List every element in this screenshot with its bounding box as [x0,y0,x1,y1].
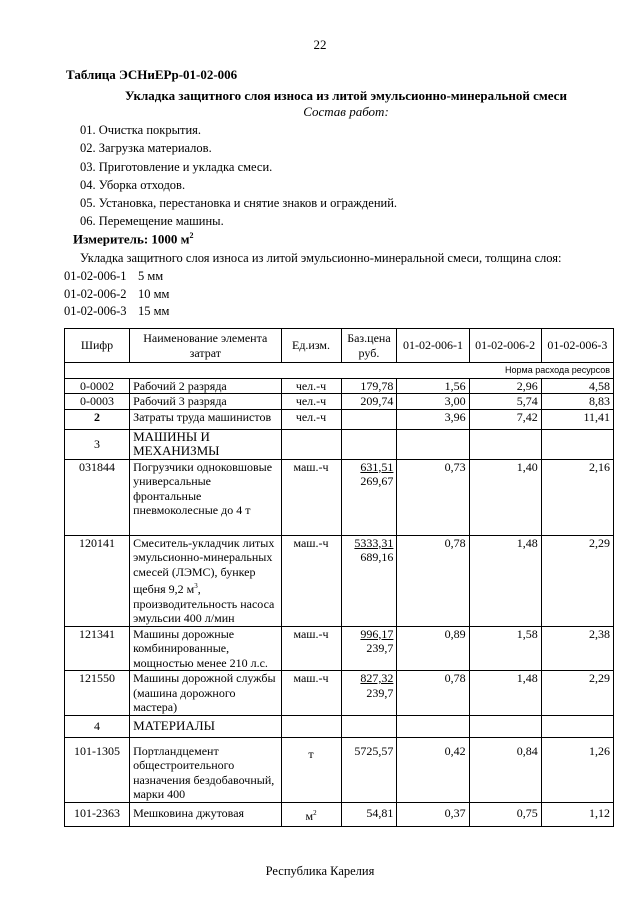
table-row [65,394,614,410]
table-row [65,737,614,802]
row-v3: 1,12 [541,802,613,826]
price-top: 996,17 [360,626,394,641]
variant-item [64,303,169,321]
row-price [341,459,397,535]
row-unit: маш.-ч [281,535,341,626]
row-v3: 8,83 [541,394,613,410]
row-code: 121550 [65,671,130,716]
work-item: 03. Приготовление и укладка смеси. [80,159,273,174]
row-v2: 0,75 [469,802,541,826]
section-row-materials [65,715,614,737]
table-row [65,802,614,826]
row-price [341,409,397,429]
variant-code: 01-02-006-2 [64,286,127,301]
header-price: Баз.цена руб. [341,329,397,363]
row-v1: 0,42 [397,737,469,802]
table-row [65,378,614,394]
header-name: Наименование элемента затрат [130,329,281,363]
row-price: 179,78 [341,378,397,394]
row-v2: 2,96 [469,378,541,394]
row-v1: 0,89 [397,626,469,671]
measure-label: Измеритель: 1000 м [73,231,190,247]
row-v3: 1,26 [541,737,613,802]
row-name: Рабочий 3 разряда [130,394,281,410]
row-unit: чел.-ч [281,394,341,410]
works-subtitle: Состав работ: [303,104,389,119]
row-v3: 2,29 [541,671,613,716]
price-bottom: 239,7 [366,641,394,655]
work-item: 02. Загрузка материалов. [80,141,212,156]
row-name: Смеситель-укладчик литых эмульсионно-минеральных смесей (ЛЭМС), бункер щебня 9,2 $м^3$, производительность насоса эмульсии 400 л/мин [130,535,281,626]
table-row [65,535,614,626]
section-name: МАТЕРИАЛЫ [130,715,281,737]
row-v3: 2,16 [541,459,613,535]
section-row-machines [65,429,614,459]
row-name: Портландцемент общестроительного назначения бездобавочный, марки 400 [130,737,281,802]
resource-table [64,328,614,827]
variant-item [64,268,169,286]
header-code: Шифр [65,329,130,363]
row-name: Машины дорожные комбинированные, мощностью менее 210 л.с. [130,626,281,671]
row-v3: 2,38 [541,626,613,671]
row-v3: 4,58 [541,378,613,394]
row-v1: 0,73 [397,459,469,535]
work-item: 06. Перемещение машины. [80,214,224,229]
variant-code: 01-02-006-1 [64,269,127,283]
section-code: 4 [65,715,130,737]
section-code: 3 [65,429,130,459]
row-code: 121341 [65,626,130,671]
row-price [341,671,397,716]
row-v2: 5,74 [469,394,541,410]
header-variant-3: 01-02-006-3 [541,329,613,363]
measure-unit [73,231,194,247]
work-item: 01. Очистка покрытия. [80,123,202,137]
variant-value: 15 мм [138,304,170,318]
norm-caption: Норма расхода ресурсов [65,363,614,379]
page-number: 22 [313,37,327,52]
table-row [65,626,614,671]
row-price [341,626,397,671]
variant-item [64,286,169,304]
header-unit: Ед.изм. [281,329,341,363]
table-row [65,459,614,535]
row-v2: 1,58 [469,626,541,671]
row-code: 101-2363 [65,802,130,826]
row-v2: 1,48 [469,535,541,626]
norm-caption-row [65,363,614,379]
row-v2: 0,84 [469,737,541,802]
variant-value: 5 мм [138,269,164,283]
price-bottom: 269,67 [360,474,394,488]
footer-region: Республика Карелия [265,864,375,878]
row-price: 54,81 [341,802,397,826]
price-top: 5333,31 [354,535,394,550]
row-code: 120141 [65,535,130,626]
row-v1: 3,00 [397,394,469,410]
price-top: 631,51 [360,459,394,474]
row-price: 5725,57 [341,737,397,802]
table-row [65,671,614,716]
row-v2: 1,48 [469,671,541,716]
row-v3: 2,29 [541,535,613,626]
row-name: Погрузчики одноковшовые универсальные фронтальные пневмоколесные до 4 т [130,459,281,535]
variant-value: 10 мм [138,286,170,301]
row-unit: маш.-ч [281,459,341,535]
measure-sup: 2 [189,231,194,240]
header-variant-1: 01-02-006-1 [397,329,469,363]
row-name: Рабочий 2 разряда [130,378,281,394]
row-name: Мешковина джутовая [130,802,281,826]
price-top: 827,32 [360,671,394,685]
row-name: Машины дорожной службы (машина дорожного мастера) [130,671,281,716]
layer-description: Укладка защитного слоя износа из литой эмульсионно-минеральной смеси, толщина слоя: [80,251,562,265]
row-v2: 7,42 [469,409,541,429]
row-code: 0-0003 [65,394,130,410]
price-bottom: 689,16 [360,550,394,564]
row-code: 2 [65,409,130,429]
row-price [341,535,397,626]
header-variant-2: 01-02-006-2 [469,329,541,363]
row-v1: 0,37 [397,802,469,826]
row-unit: чел.-ч [281,378,341,394]
work-item: 05. Установка, перестановка и снятие знаков и ограждений. [80,196,398,211]
section-name: МАШИНЫ И МЕХАНИЗМЫ [130,429,281,459]
row-v1: 0,78 [397,671,469,716]
row-unit: маш.-ч [281,626,341,671]
row-code: 101-1305 [65,737,130,802]
row-unit: чел.-ч [281,409,341,429]
work-item: 04. Уборка отходов. [80,177,186,192]
table-header-row [65,329,614,363]
row-v1: 1,56 [397,378,469,394]
price-bottom: 239,7 [366,685,394,700]
row-price: 209,74 [341,394,397,410]
document-title: Укладка защитного слоя износа из литой эмульсионно-минеральной смеси [125,88,567,103]
table-code: Таблица ЭСНиЕРр-01-02-006 [66,67,238,82]
row-unit: маш.-ч [281,671,341,716]
row-name: Затраты труда машинистов [130,409,281,429]
row-code: 031844 [65,459,130,535]
row-unit: $м^2$ [281,802,341,826]
variants-list [64,268,169,321]
variant-code: 01-02-006-3 [64,304,127,318]
row-v1: 3,96 [397,409,469,429]
row-v1: 0,78 [397,535,469,626]
row-v2: 1,40 [469,459,541,535]
row-unit: т [281,737,341,802]
row-v3: 11,41 [541,409,613,429]
row-code: 0-0002 [65,378,130,394]
table-row [65,409,614,429]
works-list [80,121,397,231]
